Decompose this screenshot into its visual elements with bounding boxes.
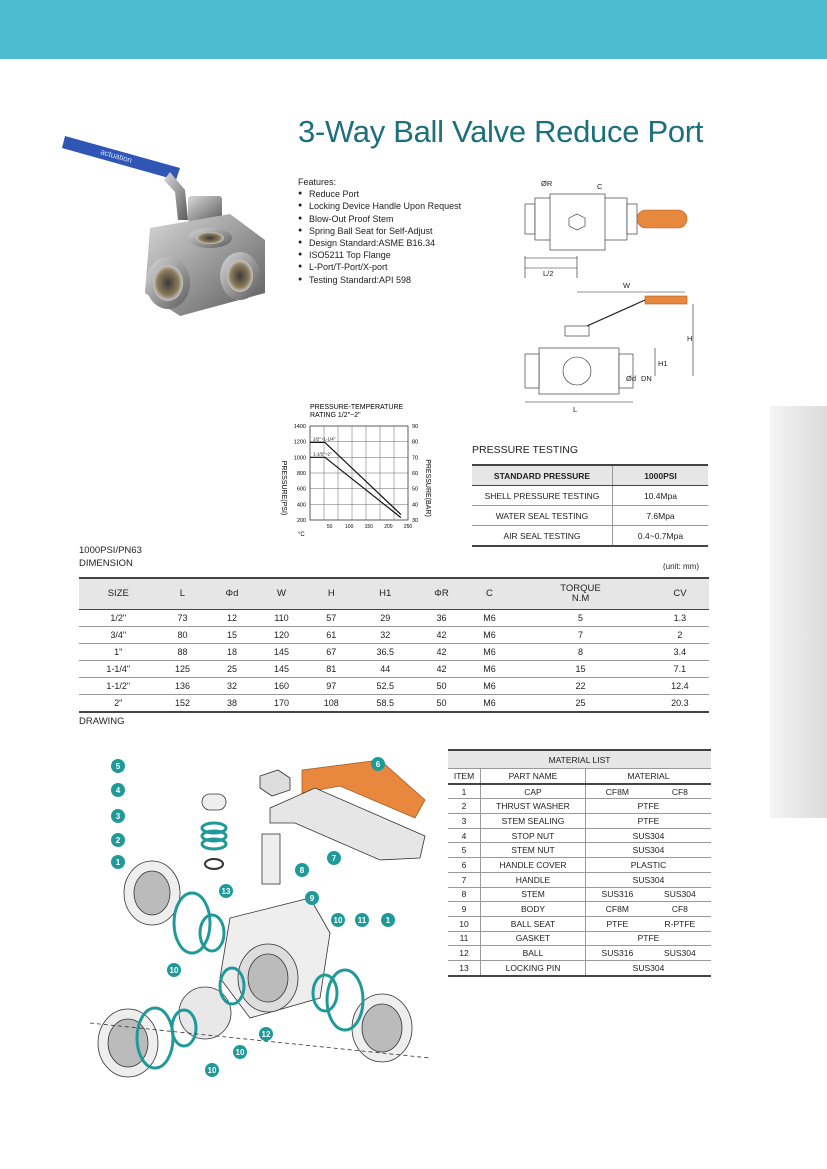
callout-number: 13 bbox=[221, 887, 231, 896]
table-cell: 25 bbox=[207, 661, 256, 678]
dim-label-d: Ød bbox=[626, 374, 637, 383]
callout-marker bbox=[111, 855, 125, 869]
table-cell: 1.3 bbox=[651, 610, 709, 627]
callout-number: 11 bbox=[357, 916, 367, 925]
table-header-cell: SIZE bbox=[79, 578, 158, 610]
callout-number: 12 bbox=[261, 1030, 271, 1039]
table-header-cell: PART NAME bbox=[481, 769, 586, 784]
table-cell: SHELL PRESSURE TESTING bbox=[472, 486, 613, 506]
table-cell: 2" bbox=[79, 695, 158, 713]
material-list-table bbox=[448, 749, 711, 977]
feature-item: ● Blow-Out Proof Stem bbox=[298, 213, 461, 225]
table-cell: 12.4 bbox=[651, 678, 709, 695]
callout-number: 3 bbox=[115, 812, 121, 821]
table-cell: 67 bbox=[306, 644, 356, 661]
dimension-pressure-class: 1000PSI/PN63 bbox=[79, 545, 142, 556]
table-cell: 42 bbox=[414, 627, 469, 644]
chart-x-tick-label: 200 bbox=[384, 524, 393, 530]
top-banner bbox=[0, 0, 827, 59]
chart-right-tick-label: 50 bbox=[412, 486, 419, 493]
table-cell: 15 bbox=[510, 661, 651, 678]
callout-number: 8 bbox=[299, 866, 305, 875]
callout-number: 5 bbox=[115, 762, 121, 771]
table-cell: SUS304 bbox=[586, 828, 712, 843]
table-header-cell: Φd bbox=[207, 578, 256, 610]
table-cell: 20.3 bbox=[651, 695, 709, 713]
table-cell: 7 bbox=[448, 872, 481, 887]
table-cell: 152 bbox=[158, 695, 208, 713]
chart-x-tick-label: 150 bbox=[364, 524, 373, 530]
table-cell: CF8 bbox=[649, 784, 711, 799]
feature-item: ● ISO5211 Top Flange bbox=[298, 249, 461, 261]
table-cell: PTFE bbox=[586, 799, 712, 814]
chart-right-tick-label: 80 bbox=[412, 439, 419, 446]
table-cell: SUS304 bbox=[586, 872, 712, 887]
table-cell: 15 bbox=[207, 627, 256, 644]
table-header-cell: CV bbox=[651, 578, 709, 610]
callout-number: 1 bbox=[385, 916, 391, 925]
table-cell: 10.4Mpa bbox=[613, 486, 709, 506]
table-cell: 3.4 bbox=[651, 644, 709, 661]
table-cell: 5 bbox=[510, 610, 651, 627]
callout-number: 7 bbox=[331, 854, 337, 863]
pressure-testing-table bbox=[472, 464, 708, 547]
callout-marker bbox=[327, 851, 341, 865]
table-cell: 42 bbox=[414, 661, 469, 678]
table-cell: 88 bbox=[158, 644, 208, 661]
chart-left-tick-label: 800 bbox=[296, 471, 306, 477]
table-cell: 32 bbox=[207, 678, 256, 695]
table-cell: M6 bbox=[469, 627, 510, 644]
table-cell: M6 bbox=[469, 678, 510, 695]
callout-marker bbox=[381, 913, 395, 927]
dim-label-l: L bbox=[573, 405, 578, 414]
chart-left-tick-label: 1200 bbox=[293, 439, 306, 446]
table-cell: HANDLE bbox=[481, 872, 586, 887]
table-header-cell: L bbox=[158, 578, 208, 610]
table-row bbox=[79, 610, 709, 627]
page-title: 3-Way Ball Valve Reduce Port bbox=[298, 114, 704, 149]
table-row bbox=[448, 843, 711, 858]
callout-marker bbox=[111, 759, 125, 773]
table-cell: STEM bbox=[481, 887, 586, 902]
feature-item: ● Reduce Port bbox=[298, 188, 461, 200]
material-list-caption: MATERIAL LIST bbox=[448, 750, 711, 769]
table-row bbox=[448, 872, 711, 887]
table-cell: 8 bbox=[448, 887, 481, 902]
table-cell: 1/2" bbox=[79, 610, 158, 627]
table-cell: SUS304 bbox=[586, 843, 712, 858]
callout-marker bbox=[111, 783, 125, 797]
table-cell: 4 bbox=[448, 828, 481, 843]
table-cell: M6 bbox=[469, 661, 510, 678]
chart-series-line bbox=[310, 457, 401, 517]
table-header-cell: C bbox=[469, 578, 510, 610]
table-cell: 13 bbox=[448, 960, 481, 975]
table-cell: PTFE bbox=[586, 814, 712, 829]
table-cell: BALL SEAT bbox=[481, 916, 586, 931]
chart-series-label: 1/2"~1-1/4" bbox=[313, 436, 336, 442]
table-row bbox=[448, 931, 711, 946]
callout-marker bbox=[167, 963, 181, 977]
side-tab bbox=[770, 406, 827, 818]
table-cell: 7.1 bbox=[651, 661, 709, 678]
table-cell: 108 bbox=[306, 695, 356, 713]
table-cell: 38 bbox=[207, 695, 256, 713]
chart-lines bbox=[310, 436, 401, 517]
table-cell: 80 bbox=[158, 627, 208, 644]
table-cell: 81 bbox=[306, 661, 356, 678]
table-cell: 10 bbox=[448, 916, 481, 931]
chart-left-tick-label: 200 bbox=[296, 518, 306, 524]
table-cell: 25 bbox=[510, 695, 651, 713]
table-cell: 160 bbox=[257, 678, 307, 695]
table-cell: LOCKING PIN bbox=[481, 960, 586, 975]
table-row bbox=[448, 887, 711, 902]
table-cell: 3/4" bbox=[79, 627, 158, 644]
callout-number: 1 bbox=[115, 858, 121, 867]
callout-marker bbox=[295, 863, 309, 877]
table-cell: 110 bbox=[257, 610, 307, 627]
product-photo bbox=[60, 128, 290, 323]
callout-number: 2 bbox=[115, 836, 121, 845]
table-header-cell-torque bbox=[510, 578, 651, 610]
table-cell: 50 bbox=[414, 695, 469, 713]
table-cell: 44 bbox=[356, 661, 414, 678]
table-header-cell: MATERIAL bbox=[586, 769, 712, 784]
callout-marker bbox=[111, 833, 125, 847]
dimension-heading: DIMENSION bbox=[79, 558, 133, 569]
callout-number: 10 bbox=[333, 916, 343, 925]
table-cell: 1 bbox=[448, 784, 481, 799]
table-cell: M6 bbox=[469, 644, 510, 661]
feature-item: ● Spring Ball Seat for Self-Adjust bbox=[298, 225, 461, 237]
table-cell: GASKET bbox=[481, 931, 586, 946]
table-cell: 73 bbox=[158, 610, 208, 627]
table-cell: CAP bbox=[481, 784, 586, 799]
table-cell: CF8M bbox=[586, 902, 649, 917]
table-cell: 61 bbox=[306, 627, 356, 644]
chart-right-tick-label: 30 bbox=[412, 518, 419, 524]
table-header-row bbox=[448, 769, 711, 784]
table-cell: PTFE bbox=[586, 931, 712, 946]
table-cell: STEM SEALING bbox=[481, 814, 586, 829]
feature-item: ● L-Port/T-Port/X-port bbox=[298, 261, 461, 273]
chart-x-tick-label: 50 bbox=[326, 524, 333, 530]
table-header-cell: ITEM bbox=[448, 769, 481, 784]
dim-label-c: C bbox=[597, 182, 603, 191]
table-cell: HANDLE COVER bbox=[481, 858, 586, 873]
table-cell: STEM NUT bbox=[481, 843, 586, 858]
table-cell: SUS304 bbox=[649, 946, 711, 961]
table-row bbox=[448, 814, 711, 829]
pressure-temperature-chart bbox=[272, 398, 431, 550]
table-cell: CF8M bbox=[586, 784, 649, 799]
table-cell: BODY bbox=[481, 902, 586, 917]
handle-brand: actuation bbox=[99, 147, 134, 165]
dim-label-w: W bbox=[623, 281, 631, 290]
chart-left-tick-label: 1000 bbox=[293, 455, 306, 462]
table-row bbox=[448, 916, 711, 931]
table-cell: 5 bbox=[448, 843, 481, 858]
callout-number: 9 bbox=[309, 894, 315, 903]
table-cell: 97 bbox=[306, 678, 356, 695]
table-row bbox=[448, 784, 711, 799]
table-cell: M6 bbox=[469, 610, 510, 627]
table-header-row bbox=[472, 465, 708, 486]
table-cell: 50 bbox=[414, 678, 469, 695]
callout-number: 10 bbox=[169, 966, 179, 975]
table-cell: AIR SEAL TESTING bbox=[472, 526, 613, 547]
table-row bbox=[79, 695, 709, 713]
features-list bbox=[298, 176, 461, 286]
table-cell: 170 bbox=[257, 695, 307, 713]
chart-x-tick-label: 100 bbox=[345, 524, 354, 530]
drawing-heading: DRAWING bbox=[79, 716, 125, 727]
table-cell: 145 bbox=[257, 644, 307, 661]
technical-drawing bbox=[515, 176, 715, 421]
table-cell: 2 bbox=[651, 627, 709, 644]
features-heading: Features: bbox=[298, 177, 337, 187]
table-cell: 7.6Mpa bbox=[613, 506, 709, 526]
callout-marker bbox=[205, 1063, 219, 1077]
table-row bbox=[448, 828, 711, 843]
table-cell: 1" bbox=[79, 644, 158, 661]
dimension-table bbox=[79, 577, 709, 713]
chart-left-tick-label: 600 bbox=[296, 486, 306, 493]
table-cell: CF8 bbox=[649, 902, 711, 917]
dimension-unit: (unit: mm) bbox=[663, 562, 699, 571]
callout-marker bbox=[371, 757, 385, 771]
torque-label: TORQUE bbox=[560, 583, 601, 594]
callout-marker bbox=[233, 1045, 247, 1059]
table-cell: STOP NUT bbox=[481, 828, 586, 843]
table-cell: R-PTFE bbox=[649, 916, 711, 931]
callout-marker bbox=[355, 913, 369, 927]
table-cell: 7 bbox=[510, 627, 651, 644]
table-header-cell: ΦR bbox=[414, 578, 469, 610]
dim-label-l2: L/2 bbox=[543, 269, 554, 278]
table-cell: WATER SEAL TESTING bbox=[472, 506, 613, 526]
table-cell: M6 bbox=[469, 695, 510, 713]
table-cell: 136 bbox=[158, 678, 208, 695]
table-cell: 3 bbox=[448, 814, 481, 829]
callout-number: 6 bbox=[375, 760, 381, 769]
chart-right-axis-title: PRESSURE(BAR) bbox=[424, 459, 431, 517]
table-header-cell: W bbox=[257, 578, 307, 610]
callout-number: 10 bbox=[235, 1048, 245, 1057]
table-row bbox=[448, 946, 711, 961]
pressure-testing-heading: PRESSURE TESTING bbox=[472, 444, 578, 456]
table-cell: 22 bbox=[510, 678, 651, 695]
chart-title-2: RATING 1/2"~2" bbox=[310, 412, 361, 419]
chart-title-1: PRESSURE-TEMPERATURE bbox=[310, 404, 404, 411]
table-cell: THRUST WASHER bbox=[481, 799, 586, 814]
chart-right-tick-label: 40 bbox=[412, 502, 419, 509]
table-cell: 11 bbox=[448, 931, 481, 946]
table-cell: 58.5 bbox=[356, 695, 414, 713]
table-cell: 36 bbox=[414, 610, 469, 627]
table-cell: 42 bbox=[414, 644, 469, 661]
table-cell: 145 bbox=[257, 661, 307, 678]
table-cell: SUS316 bbox=[586, 887, 649, 902]
table-cell: 8 bbox=[510, 644, 651, 661]
table-cell: 2 bbox=[448, 799, 481, 814]
chart-series-label: 1-1/2"~2" bbox=[313, 451, 332, 457]
table-cell: 1-1/2" bbox=[79, 678, 158, 695]
dim-label-r: ØR bbox=[541, 179, 553, 188]
torque-unit: N.M bbox=[571, 593, 590, 604]
table-cell: BALL bbox=[481, 946, 586, 961]
table-cell: 9 bbox=[448, 902, 481, 917]
table-row bbox=[472, 526, 708, 547]
dim-label-h: H bbox=[687, 334, 693, 343]
table-cell: 52.5 bbox=[356, 678, 414, 695]
table-row bbox=[79, 661, 709, 678]
callout-marker bbox=[305, 891, 319, 905]
table-cell: 57 bbox=[306, 610, 356, 627]
chart-right-tick-label: 90 bbox=[412, 424, 419, 430]
table-row bbox=[79, 678, 709, 695]
chart-x-tick-label: 250 bbox=[403, 524, 413, 530]
table-header-row bbox=[79, 578, 709, 610]
table-cell: 18 bbox=[207, 644, 256, 661]
callout-marker bbox=[219, 884, 233, 898]
callout-marker bbox=[111, 809, 125, 823]
table-row bbox=[472, 486, 708, 506]
table-row bbox=[448, 902, 711, 917]
table-cell: 12 bbox=[448, 946, 481, 961]
callout-number: 10 bbox=[207, 1066, 217, 1075]
table-row bbox=[79, 627, 709, 644]
table-header-cell: H bbox=[306, 578, 356, 610]
table-cell: SUS304 bbox=[586, 960, 712, 975]
dim-label-h1: H1 bbox=[658, 359, 668, 368]
table-row bbox=[79, 644, 709, 661]
table-cell: 32 bbox=[356, 627, 414, 644]
table-row bbox=[472, 506, 708, 526]
table-cell: 36.5 bbox=[356, 644, 414, 661]
table-cell: PTFE bbox=[586, 916, 649, 931]
table-row bbox=[448, 960, 711, 975]
table-cell: SUS316 bbox=[586, 946, 649, 961]
feature-item: ● Locking Device Handle Upon Request bbox=[298, 200, 461, 212]
callout-marker bbox=[331, 913, 345, 927]
table-cell: 29 bbox=[356, 610, 414, 627]
table-header-cell: 1000PSI bbox=[613, 465, 709, 486]
table-header-cell: STANDARD PRESSURE bbox=[472, 465, 613, 486]
table-cell: SUS304 bbox=[649, 887, 711, 902]
table-cell: 6 bbox=[448, 858, 481, 873]
table-cell: 0.4~0.7Mpa bbox=[613, 526, 709, 547]
table-cell: 125 bbox=[158, 661, 208, 678]
chart-left-axis-title: PRESSURE(PSI) bbox=[280, 460, 287, 516]
table-cell: 120 bbox=[257, 627, 307, 644]
table-row bbox=[448, 799, 711, 814]
feature-item: ● Testing Standard:API 598 bbox=[298, 274, 461, 286]
dim-label-dn: DN bbox=[641, 374, 652, 383]
callout-number: 4 bbox=[115, 786, 121, 795]
chart-right-tick-label: 60 bbox=[412, 471, 419, 477]
chart-left-tick-label: 1400 bbox=[293, 424, 306, 430]
callout-marker bbox=[259, 1027, 273, 1041]
table-cell: 12 bbox=[207, 610, 256, 627]
table-cell: PLASTIC bbox=[586, 858, 712, 873]
table-row bbox=[448, 858, 711, 873]
chart-unit-c: °C bbox=[298, 532, 305, 538]
chart-left-tick-label: 400 bbox=[296, 502, 306, 509]
table-header-cell: H1 bbox=[356, 578, 414, 610]
feature-item: ● Design Standard:ASME B16.34 bbox=[298, 237, 461, 249]
exploded-drawing bbox=[80, 748, 440, 1093]
chart-right-tick-label: 70 bbox=[412, 455, 419, 462]
table-cell: 1-1/4" bbox=[79, 661, 158, 678]
